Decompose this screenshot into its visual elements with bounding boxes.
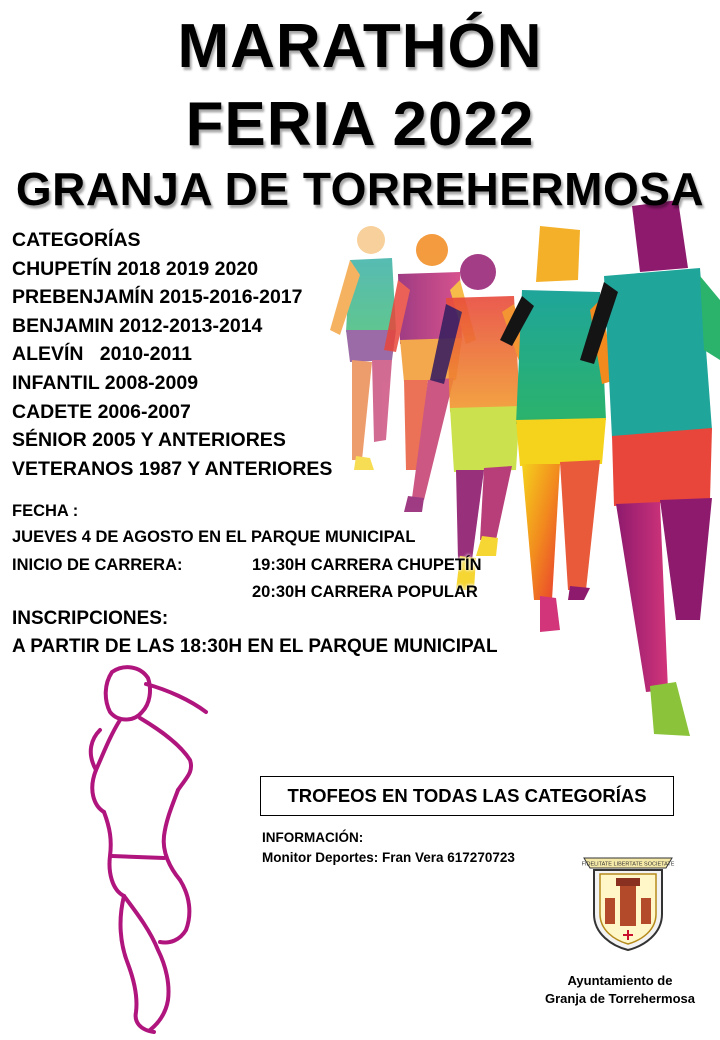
category-item: BENJAMIN 2012-2013-2014: [12, 314, 263, 337]
registration-value: A PARTIR DE LAS 18:30H EN EL PARQUE MUNICIPAL: [12, 636, 498, 657]
contact-value: Monitor Deportes: Fran Vera 617270723: [262, 850, 515, 865]
start-label: INICIO DE CARRERA:: [12, 556, 183, 574]
date-label: FECHA :: [12, 502, 79, 520]
date-value: JUEVES 4 DE AGOSTO EN EL PARQUE MUNICIPAL: [12, 528, 416, 546]
category-item: SÉNIOR 2005 Y ANTERIORES: [12, 429, 286, 452]
council-line1: Ayuntamiento de: [567, 973, 673, 988]
race-popular: 20:30H CARRERA POPULAR: [252, 583, 478, 601]
categories-heading: CATEGORÍAS: [12, 229, 141, 251]
town-crest-icon: [578, 842, 678, 954]
category-item: INFANTIL 2008-2009: [12, 371, 199, 394]
contact-label: INFORMACIÓN:: [262, 830, 364, 845]
council-line2: Granja de Torrehermosa: [544, 991, 696, 1006]
category-item: CADETE 2006-2007: [12, 400, 191, 423]
category-item: CHUPETÍN 2018 2019 2020: [12, 257, 259, 280]
registration-label: INSCRIPCIONES:: [12, 608, 169, 629]
categories-list: [12, 226, 332, 483]
trophies-banner: TROFEOS EN TODAS LAS CATEGORÍAS: [260, 776, 674, 816]
town-title: GRANJA DE TORREHERMOSA: [15, 163, 705, 215]
category-item: VETERANOS 1987 Y ANTERIORES: [12, 457, 333, 480]
category-item: ALEVÍN 2010-2011: [12, 343, 192, 366]
category-item: PREBENJAMÍN 2015-2016-2017: [12, 286, 303, 309]
page-title: MARATHÓN: [177, 12, 543, 81]
page-subtitle: FERIA 2022: [185, 90, 535, 159]
crest-text: FIDELITATE LIBERTATE SOCIETATE: [581, 861, 675, 868]
race-chupetin: 19:30H CARRERA CHUPETÍN: [252, 556, 482, 574]
